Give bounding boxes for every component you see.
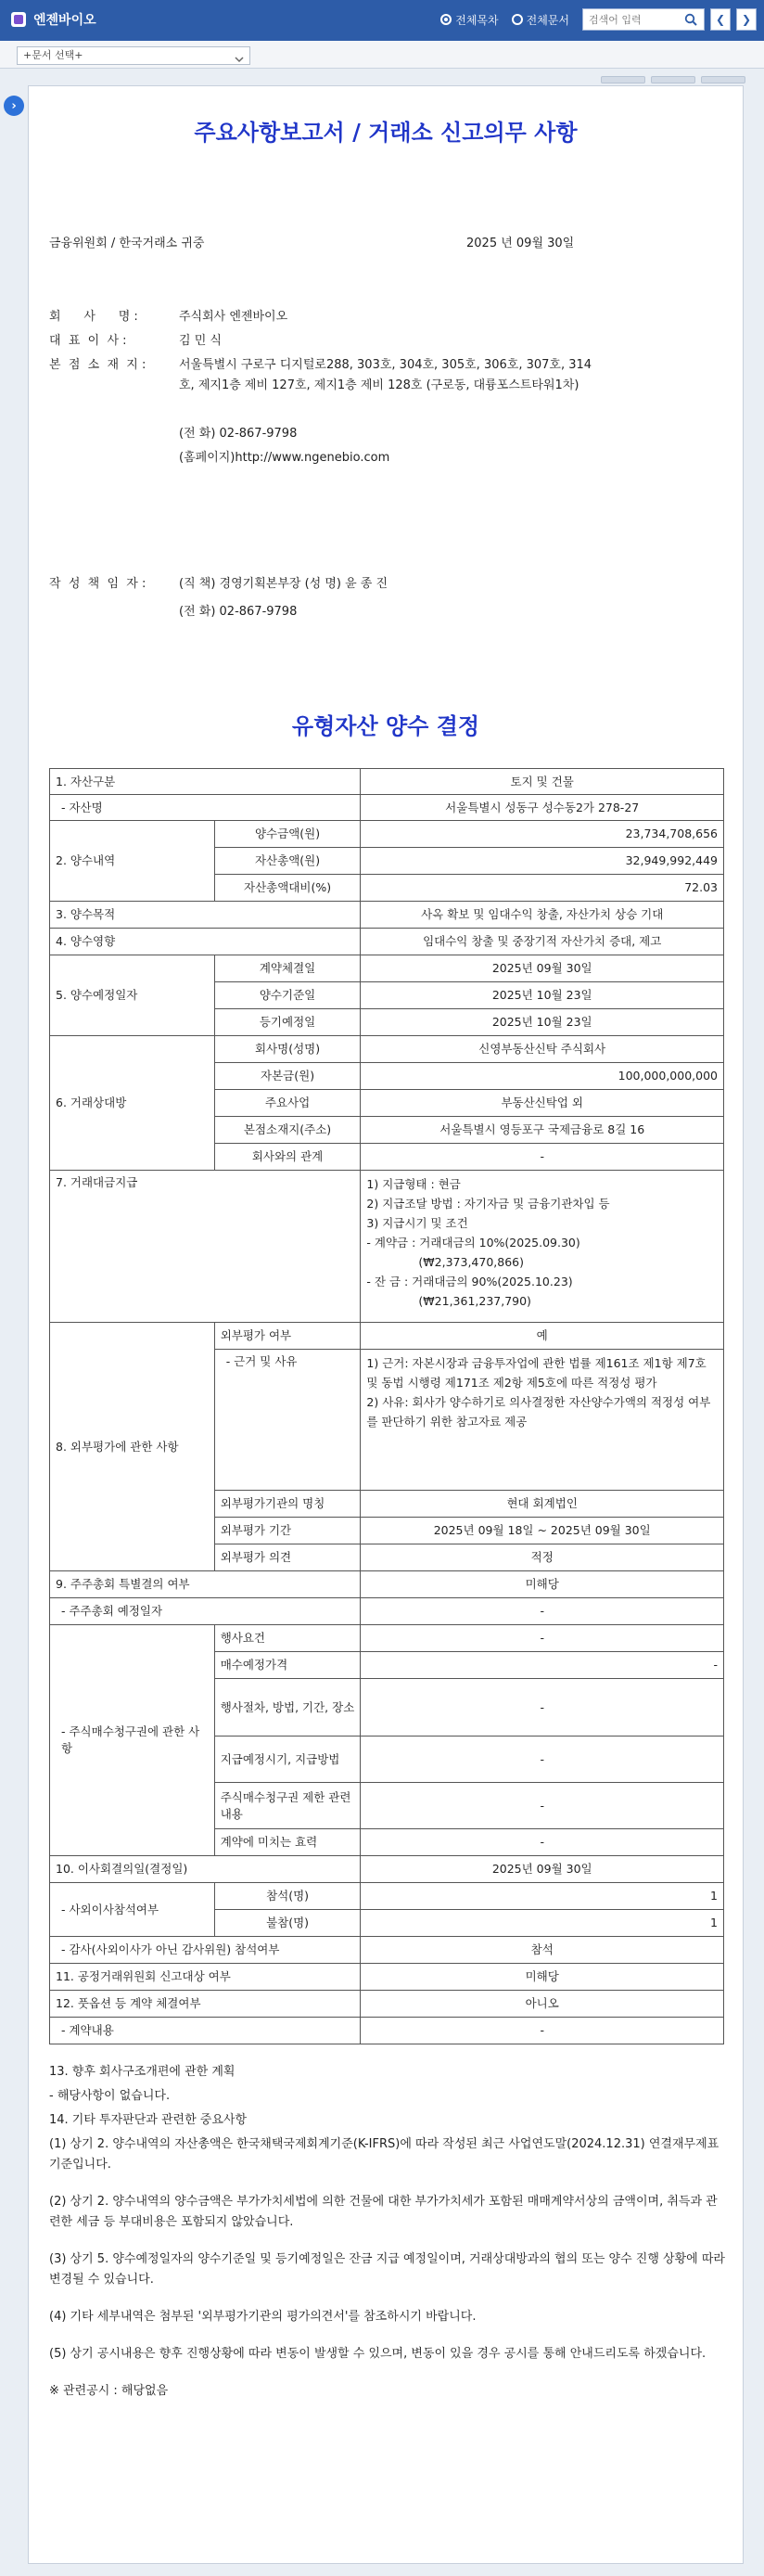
table-cell: 1 [361, 1910, 724, 1937]
table-cell: 등기예정일 [214, 1009, 361, 1036]
table-row [50, 1571, 724, 1598]
note-paragraph: (3) 상기 5. 양수예정일자의 양수기준일 및 등기예정일은 잔금 지급 예정일이며, 거래상대방과의 협의 또는 양수 진행 상황에 따라 변경될 수 있습니다. [49, 2252, 725, 2287]
section-title: 유형자산 양수 결정 [291, 712, 480, 739]
table-cell: 4. 양수영향 [50, 929, 361, 955]
table-cell: 임대수익 창출 및 중장기적 자산가치 증대, 제고 [361, 929, 724, 955]
chevron-down-icon [235, 52, 244, 69]
table-cell: 72.03 [361, 875, 724, 902]
address-label: 본 점 소 재 지 : [49, 358, 146, 372]
table-row [50, 929, 724, 955]
table-cell: 10. 이사회결의일(결정일) [50, 1856, 361, 1883]
table-cell: 6. 거래상대방 [50, 1036, 215, 1171]
radio-full-text-label: 전체문서 [526, 13, 569, 27]
company-name: 엔젠바이오 [33, 13, 96, 28]
table-cell: 외부평가 기간 [214, 1518, 361, 1544]
table-cell: 적정 [361, 1544, 724, 1571]
radio-selected-icon [440, 14, 452, 25]
table-cell: 신영부동산신탁 주식회사 [361, 1036, 724, 1063]
table-cell: 양수기준일 [214, 982, 361, 1009]
note-paragraph: (5) 상기 공시내용은 향후 진행상황에 따라 변동이 발생할 수 있으며, 변동이 있을 경우 공시를 통해 안내드리도록 하겠습니다. [49, 2347, 707, 2361]
table-cell: 2. 양수내역 [50, 821, 215, 902]
table-cell: 외부평가 의견 [214, 1544, 361, 1571]
notes-section [49, 2062, 726, 2405]
table-cell: 참석 [361, 1937, 724, 1964]
table-cell: 미해당 [361, 1964, 724, 1991]
table-cell: - [361, 1652, 724, 1679]
table-cell: 9. 주주총회 특별결의 여부 [50, 1571, 361, 1598]
table-cell: 토지 및 건물 [361, 769, 724, 795]
table-cell: - [361, 1829, 724, 1856]
ceo-value: 김 민 식 [179, 334, 222, 348]
table-cell: - [361, 1144, 724, 1171]
note-heading: 13. 향후 회사구조개편에 관한 계획 [49, 2065, 236, 2079]
table-cell: 8. 외부평가에 관한 사항 [50, 1323, 215, 1571]
table-cell: 회사와의 관계 [214, 1144, 361, 1171]
report-title: 주요사항보고서 / 거래소 신고의무 사항 [194, 119, 578, 146]
recipient: 금융위원회 / 한국거래소 귀중 [49, 237, 205, 250]
table-cell: 주식매수청구권 제한 관련 내용 [214, 1783, 361, 1829]
table-cell: 2025년 09월 18일 ~ 2025년 09월 30일 [361, 1518, 724, 1544]
company-value: 주식회사 엔젠바이오 [179, 310, 288, 324]
chevron-right-icon: ❯ [741, 13, 752, 26]
search-input[interactable] [583, 14, 680, 26]
homepage-link[interactable]: (홈페이지)http://www.ngenebio.com [179, 451, 390, 465]
table-cell: 2025년 09월 30일 [361, 955, 724, 982]
payment-line: 3) 지급시기 및 조건 [366, 1216, 468, 1230]
table-cell: 1. 자산구분 [50, 769, 361, 795]
table-row [50, 1598, 724, 1625]
table-cell: - 주식매수청구권에 관한 사항 [50, 1625, 215, 1856]
note-heading: 14. 기타 투자판단과 관련한 중요사항 [49, 2113, 248, 2127]
table-cell: 행사절차, 방법, 기간, 장소 [214, 1679, 361, 1737]
ceo-label: 대 표 이 사 : [49, 334, 127, 348]
payment-line: - 잔 금 : 거래대금의 90%(2025.10.23) [366, 1275, 573, 1288]
table-row [50, 955, 724, 982]
top-header [0, 0, 764, 41]
table-cell: - [361, 1737, 724, 1783]
table-row [50, 1937, 724, 1964]
search-area [440, 8, 757, 31]
table-cell: 아니오 [361, 1991, 724, 2018]
officer-label: 작 성 책 임 자 : [49, 577, 146, 591]
table-cell: 자산총액대비(%) [214, 875, 361, 902]
chevron-right-icon: › [11, 98, 17, 113]
table-cell: 계약에 미치는 효력 [214, 1829, 361, 1856]
sidebar-toggle-button[interactable] [4, 96, 24, 116]
note-paragraph: (4) 기타 세부내역은 첨부된 '외부평가기관의 평가의견서'를 참조하시기 바랍니다. [49, 2310, 477, 2324]
table-row [50, 1856, 724, 1883]
table-cell: 자산총액(원) [214, 848, 361, 875]
table-cell: 미해당 [361, 1571, 724, 1598]
table-cell: - [361, 2018, 724, 2044]
table-cell: 참석(명) [214, 1883, 361, 1910]
table-cell: 11. 공정거래위원회 신고대상 여부 [50, 1964, 361, 1991]
table-row [50, 795, 724, 821]
company-label: 회 사 명 : [49, 310, 138, 324]
company-logo-icon [11, 12, 26, 27]
table-cell: 1) 근거: 자본시장과 금융투자업에 관한 법률 제161조 제1항 제7호 및 동법 시행령 제171조 제2항 제5호에 따른 적정성 평가 2) 사유: 회사가 양수하기로 의사결정한 자산양수가액의 적정성 여부를 판단하기 위한 참고자료 제공 [361, 1350, 724, 1491]
search-box [582, 8, 705, 31]
table-cell: 본점소재지(주소) [214, 1117, 361, 1144]
table-cell: - [361, 1625, 724, 1652]
document-paper [28, 85, 744, 2564]
table-cell: - [361, 1598, 724, 1625]
document-select-bar [0, 41, 764, 69]
payment-line: 1) 지급형태 : 현금 [366, 1177, 461, 1191]
document-select-value: +문서 선택+ [23, 49, 83, 61]
table-cell: - 주주총회 예정일자 [50, 1598, 361, 1625]
document-toolbar [601, 76, 745, 83]
chevron-left-icon: ❮ [715, 13, 726, 26]
table-cell: 외부평가 여부 [214, 1323, 361, 1350]
toolbar-button-3[interactable] [701, 76, 745, 83]
prev-result-button[interactable] [710, 8, 731, 31]
table-cell: 1 [361, 1883, 724, 1910]
table-cell: 32,949,992,449 [361, 848, 724, 875]
table-cell: 3. 양수목적 [50, 902, 361, 929]
table-cell: 2025년 09월 30일 [361, 1856, 724, 1883]
brand[interactable] [11, 10, 96, 29]
table-cell: 지급예정시기, 지급방법 [214, 1737, 361, 1783]
payment-line: - 계약금 : 거래대금의 10%(2025.09.30) [366, 1236, 580, 1250]
table-cell: 회사명(성명) [214, 1036, 361, 1063]
table-cell: - 감사(사외이사가 아닌 감사위원) 참석여부 [50, 1937, 361, 1964]
table-cell: 현대 회계법인 [361, 1491, 724, 1518]
table-row [50, 1964, 724, 1991]
related-disclosure: ※ 관련공시 : 해당없음 [49, 2384, 169, 2398]
table-cell: - 자산명 [50, 795, 361, 821]
table-cell: 12. 풋옵션 등 계약 체결여부 [50, 1991, 361, 2018]
table-cell: 외부평가기관의 명칭 [214, 1491, 361, 1518]
note-text: - 해당사항이 없습니다. [49, 2089, 171, 2103]
table-cell: 5. 양수예정일자 [50, 955, 215, 1036]
search-icon[interactable] [680, 9, 702, 30]
report-date: 2025 년 09월 30일 [466, 237, 575, 250]
table-cell: - 사외이사참석여부 [50, 1883, 215, 1937]
table-row [50, 821, 724, 848]
table-row [50, 1323, 724, 1350]
next-result-button[interactable] [736, 8, 757, 31]
toolbar-button-2[interactable] [651, 76, 695, 83]
radio-all-toc[interactable] [440, 12, 498, 28]
table-cell: 서울특별시 성동구 성수동2가 278-27 [361, 795, 724, 821]
note-paragraph: (1) 상기 2. 양수내역의 자산총액은 한국채택국제회계기준(K-IFRS)에 따라 작성된 최근 사업연도말(2024.12.31) 연결재무제표 기준입니다. [49, 2137, 719, 2172]
table-cell: 7. 거래대금지급 [50, 1171, 361, 1323]
payment-line: 2) 지급조달 방법 : 자기자금 및 금융기관차입 등 [366, 1197, 610, 1211]
table-cell: 서울특별시 영등포구 국제금융로 8길 16 [361, 1117, 724, 1144]
table-cell: 자본금(원) [214, 1063, 361, 1090]
table-row [50, 1036, 724, 1063]
tel-value: (전 화) 02-867-9798 [179, 427, 298, 441]
document-select[interactable] [17, 46, 250, 65]
table-cell: 부동산신탁업 외 [361, 1090, 724, 1117]
table-row [50, 1171, 724, 1323]
table-row [50, 1991, 724, 2018]
toolbar-button-1[interactable] [601, 76, 645, 83]
radio-unselected-icon [512, 14, 523, 25]
table-cell: - [361, 1783, 724, 1829]
officer-value: (직 책) 경영기획본부장 (성 명) 윤 종 진 [179, 577, 388, 591]
table-cell: 100,000,000,000 [361, 1063, 724, 1090]
note-paragraph: (2) 상기 2. 양수내역의 양수금액은 부가가치세법에 의한 건물에 대한 부가가치세가 포함된 매매계약서상의 금액이며, 취득과 관련한 세금 등 부대비용은 포함되지 않았습니다. [49, 2195, 718, 2229]
officer-tel: (전 화) 02-867-9798 [179, 605, 298, 619]
table-cell: 주요사업 [214, 1090, 361, 1117]
table-cell: 예 [361, 1323, 724, 1350]
payment-terms-cell [361, 1171, 724, 1323]
payment-line: (₩21,361,237,790) [418, 1294, 531, 1308]
radio-full-text[interactable] [512, 12, 569, 28]
table-cell: 23,734,708,656 [361, 821, 724, 848]
table-cell: 계약체결일 [214, 955, 361, 982]
table-cell: - 근거 및 사유 [214, 1350, 361, 1491]
table-row [50, 1625, 724, 1652]
table-cell: 양수금액(원) [214, 821, 361, 848]
radio-all-toc-label: 전체목차 [455, 13, 499, 27]
table-cell: 매수예정가격 [214, 1652, 361, 1679]
payment-line: (₩2,373,470,866) [418, 1255, 524, 1269]
table-row [50, 1883, 724, 1910]
table-cell: 2025년 10월 23일 [361, 1009, 724, 1036]
address-value: 서울특별시 구로구 디지털로288, 303호, 304호, 305호, 306호, 307호, 314호, 제지1층 제비 127호, 제지1층 제비 128호 (구로동, 대륭포스트타워1차) [179, 358, 592, 392]
table-row [50, 769, 724, 795]
table-cell: 사옥 확보 및 임대수익 창출, 자산가치 상승 기대 [361, 902, 724, 929]
table-cell: 행사요건 [214, 1625, 361, 1652]
table-row [50, 2018, 724, 2044]
table-cell: - 계약내용 [50, 2018, 361, 2044]
table-cell: 불참(명) [214, 1910, 361, 1937]
table-row [50, 902, 724, 929]
disclosure-table [49, 768, 724, 2044]
table-cell: 2025년 10월 23일 [361, 982, 724, 1009]
table-cell: - [361, 1679, 724, 1737]
